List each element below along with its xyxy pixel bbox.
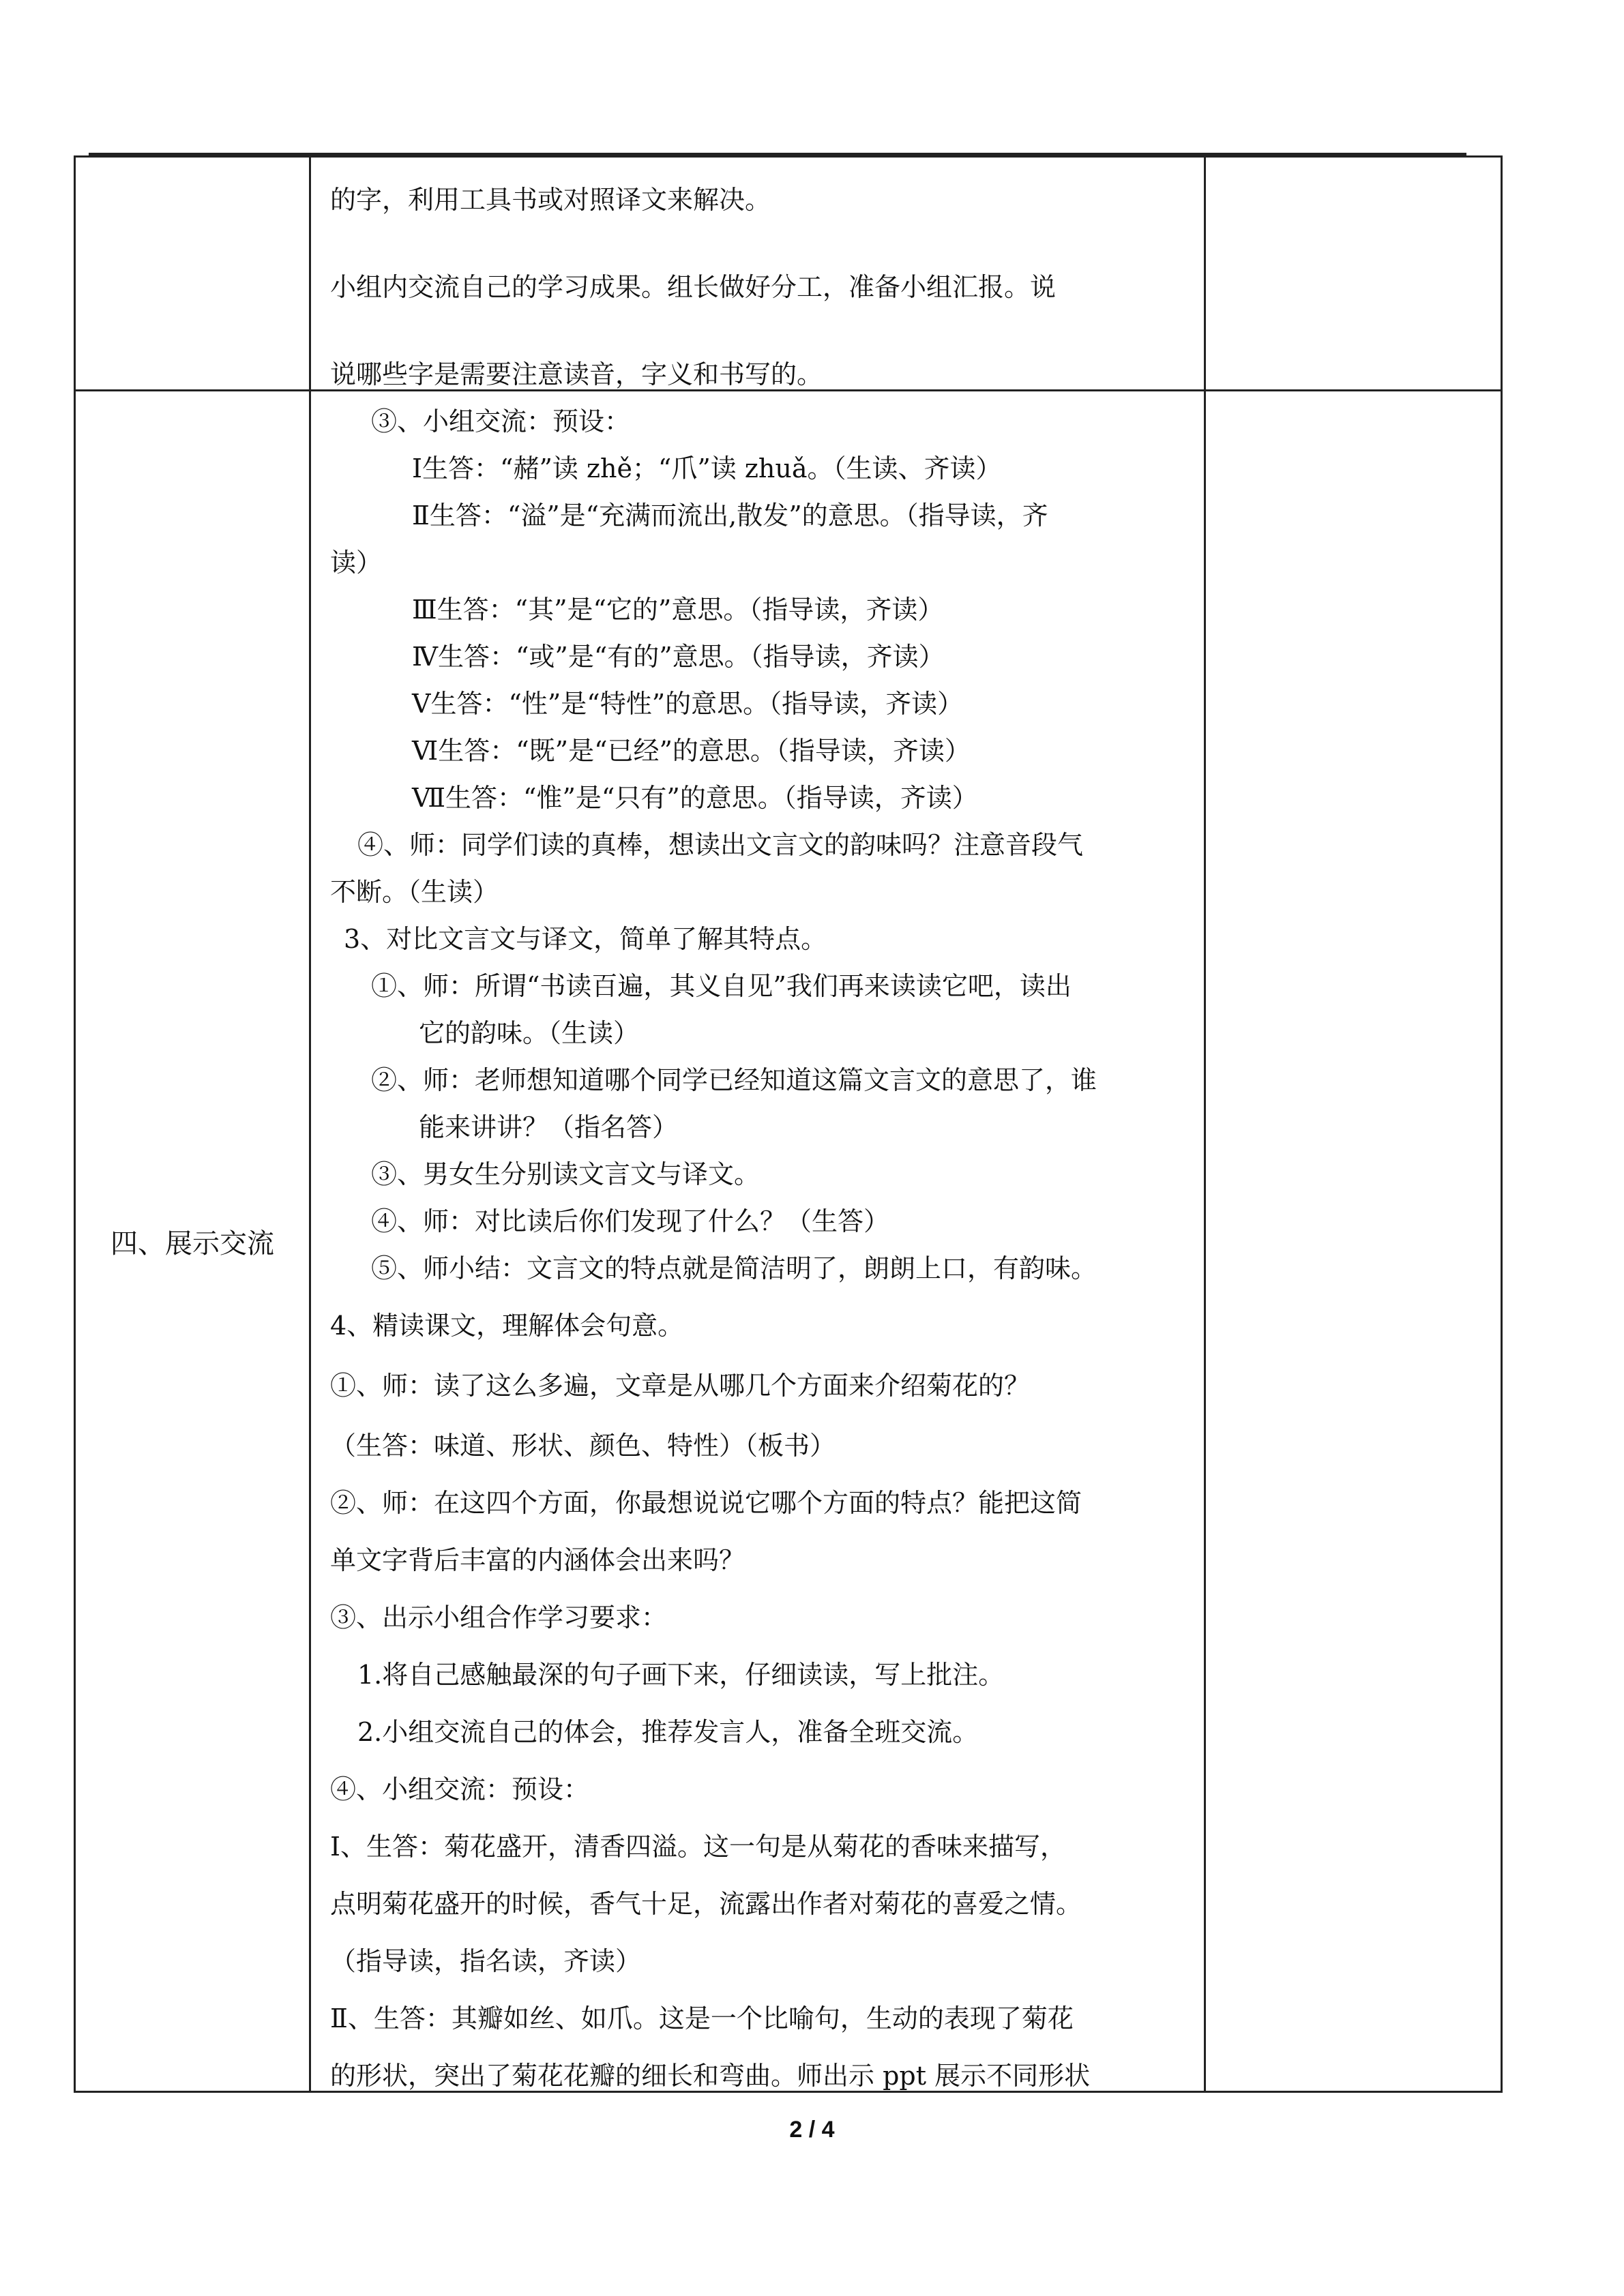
notes-cell (1205, 157, 1502, 391)
text-line: Ⅱ生答：“溢”是“充满而流出,散发”的意思。（指导读，齐 (412, 501, 1048, 531)
text-line: ②、师：在这四个方面，你最想说说它哪个方面的特点？能把这简 (330, 1488, 1082, 1518)
text-line: ②、师：老师想知道哪个同学已经知道这篇文言文的意思了，谁 (371, 1065, 1097, 1095)
text-line: ⑤、师小结：文言文的特点就是简洁明了，朗朗上口，有韵味。 (371, 1253, 1097, 1283)
text-line: ③、男女生分别读文言文与译文。 (371, 1159, 761, 1189)
text-line: ④、师：对比读后你们发现了什么？（生答） (371, 1206, 890, 1236)
content-cell (310, 157, 1205, 391)
text-line: 读） (330, 548, 383, 578)
notes-cell (1205, 391, 1502, 2092)
text-line: 说哪些字是需要注意读音，字义和书写的。 (330, 359, 823, 389)
table-row-section-four (75, 391, 1502, 2092)
text-line: 不断。（生读） (330, 877, 499, 907)
text-line: Ⅱ、生答：其瓣如丝、如爪。这是一个比喻句，生动的表现了菊花 (330, 2003, 1074, 2033)
text-line: ①、师：所谓“书读百遍，其义自见”我们再来读读它吧，读出 (371, 971, 1072, 1001)
content-cell (310, 391, 1205, 2092)
section-label-cell-empty (75, 157, 310, 391)
text-line: 1.将自己感触最深的句子画下来，仔细读读，写上批注。 (357, 1660, 1005, 1690)
text-line: Ⅰ、生答：菊花盛开，清香四溢。这一句是从菊花的香味来描写， (330, 1832, 1067, 1862)
text-line: ④、小组交流：预设： (330, 1774, 590, 1804)
text-line: 单文字背后丰富的内涵体会出来吗？ (330, 1545, 745, 1575)
text-line: ①、师：读了这么多遍，文章是从哪几个方面来介绍菊花的？ (330, 1371, 1031, 1401)
text-line: ④、师：同学们读的真棒，想读出文言文的韵味吗？注意音段气 (357, 830, 1084, 860)
text-line: 的形状，突出了菊花花瓣的细长和弯曲。师出示 ppt 展示不同形状 (330, 2061, 1091, 2091)
text-line: Ⅵ生答：“既”是“已经”的意思。（指导读，齐读） (412, 736, 971, 766)
text-line: Ⅴ生答：“性”是“特性”的意思。（指导读，齐读） (412, 689, 964, 719)
text-line: 3、对比文言文与译文，简单了解其特点。 (344, 924, 827, 954)
table-row-continuation (75, 157, 1502, 391)
text-line: ③、小组交流：预设： (371, 406, 631, 436)
text-line: 4、精读课文，理解体会句意。 (330, 1311, 684, 1341)
section-label: 四、展示交流 (75, 391, 310, 2092)
text-line: 2.小组交流自己的体会，推荐发言人，准备全班交流。 (357, 1717, 979, 1747)
text-line: 的字，利用工具书或对照译文来解决。 (330, 185, 771, 215)
lesson-plan-table (74, 155, 1503, 2093)
text-line: 点明菊花盛开的时候，香气十足，流露出作者对菊花的喜爱之情。 (330, 1889, 1082, 1919)
text-line: 它的韵味。（生读） (419, 1018, 640, 1048)
text-line: 小组内交流自己的学习成果。组长做好分工，准备小组汇报。说 (330, 272, 1057, 302)
text-line: Ⅲ生答：“其”是“它的”意思。（指导读，齐读） (412, 595, 944, 625)
text-line: 能来讲讲？（指名答） (419, 1112, 679, 1142)
text-line: Ⅰ生答：“赭”读 zhě；“爪”读 zhuǎ。（生读、齐读） (412, 453, 1002, 483)
page-number: 2 / 4 (789, 2117, 835, 2143)
text-line: ③、出示小组合作学习要求： (330, 1602, 668, 1632)
text-line: Ⅶ生答：“惟”是“只有”的意思。（指导读，齐读） (412, 783, 978, 813)
text-line: （指导读，指名读，齐读） (330, 1946, 642, 1976)
text-line: Ⅳ生答：“或”是“有的”意思。（指导读，齐读） (412, 642, 945, 672)
text-line: （生答：味道、形状、颜色、特性）（板书） (330, 1431, 836, 1461)
